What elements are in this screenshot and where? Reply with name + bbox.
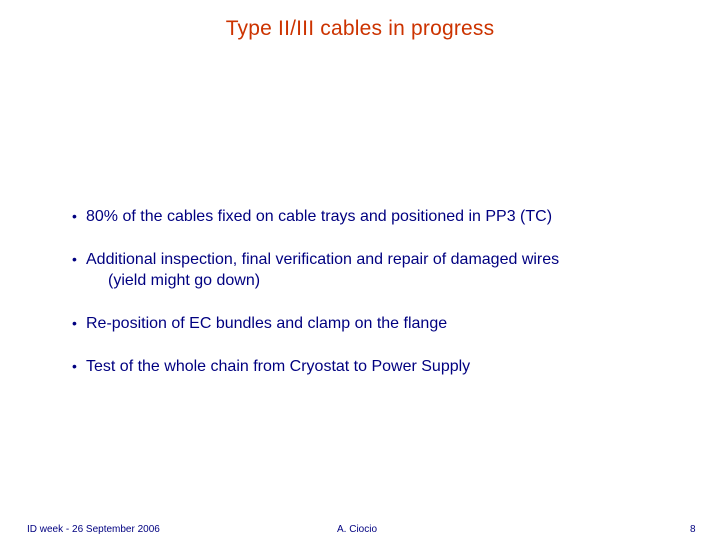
bullet-list xyxy=(72,206,692,399)
bullet-marker: • xyxy=(72,315,77,331)
footer-event-date: ID week - 26 September 2006 xyxy=(27,524,160,535)
bullet-text: Test of the whole chain from Cryostat to Power Supply xyxy=(86,358,471,375)
bullet-text: Additional inspection, final verification and repair of damaged wires xyxy=(86,251,560,268)
bullet-marker: • xyxy=(72,251,77,267)
footer-page-number: 8 xyxy=(690,524,696,535)
bullet-item xyxy=(72,313,692,334)
bullet-item xyxy=(72,249,692,291)
bullet-item xyxy=(72,356,692,377)
bullet-item xyxy=(72,206,692,227)
bullet-text: Re-position of EC bundles and clamp on the flange xyxy=(86,315,448,332)
bullet-text-continuation: (yield might go down) xyxy=(108,272,261,289)
footer-author: A. Ciocio xyxy=(337,524,378,535)
bullet-text: 80% of the cables fixed on cable trays and positioned in PP3 (TC) xyxy=(86,208,553,225)
bullet-marker: • xyxy=(72,358,77,374)
slide-title: Type II/III cables in progress xyxy=(225,17,495,40)
bullet-marker: • xyxy=(72,208,77,224)
